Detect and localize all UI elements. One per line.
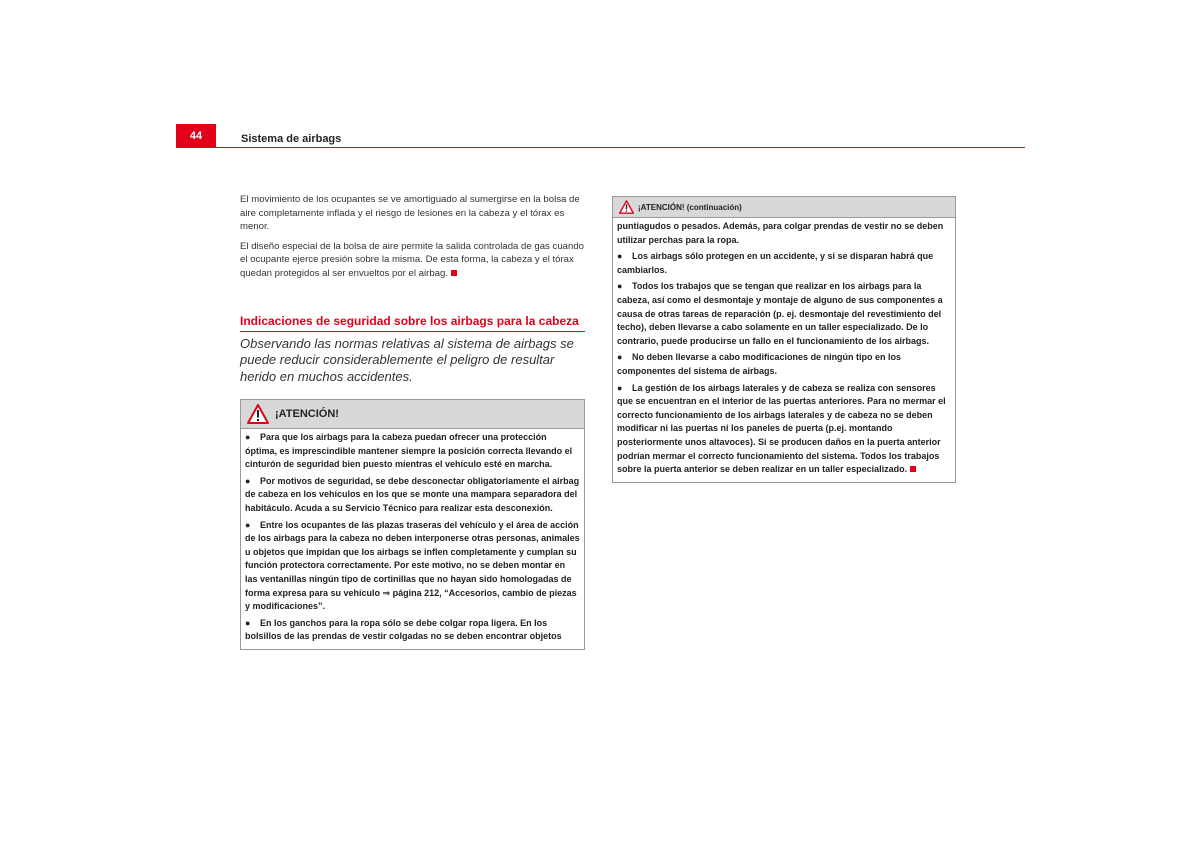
- right-column: [612, 196, 956, 483]
- warning-triangle-icon: [247, 404, 269, 424]
- bullet-icon: ●: [245, 475, 251, 486]
- warning-item: [617, 382, 951, 477]
- section-intro: Observando las normas relativas al sistema de airbags se puede reducir considerablemente el peligro de resultar herido en muchos accidentes.: [240, 335, 574, 384]
- bullet-icon: ●: [245, 432, 251, 443]
- warning-box: [240, 399, 585, 650]
- paragraph-2-text: El diseño especial de la bolsa de aire permite la salida controlada de gas cuando el ocupante ejerce presión sobre la misma. De esta forma, la cabeza y el tórax quedan protegidos al ser envueltos por el airbag.: [240, 240, 584, 279]
- warning-title-continued: ¡ATENCIÓN! (continuación): [638, 202, 742, 212]
- left-column: [240, 193, 585, 650]
- warning-triangle-icon: [619, 200, 634, 214]
- page-header-title: Sistema de airbags: [241, 133, 342, 145]
- warning-body-continued: [613, 218, 955, 482]
- warning-item-text: Para que los airbags para la cabeza puedan ofrecer una protección óptima, es imprescindible mantener siempre la posición correcta llevando el cinturón de seguridad bien puesto mientras el vehículo esté en marcha.: [245, 432, 573, 470]
- page-number: 44: [176, 124, 216, 148]
- bullet-icon: ●: [245, 519, 251, 530]
- warning-item-text: Los airbags sólo protegen en un accidente, y si se disparan habrá que cambiarlos.: [617, 251, 934, 275]
- warning-body: [241, 429, 584, 649]
- section-heading: Indicaciones de seguridad sobre los airbags para la cabeza: [240, 313, 585, 332]
- warning-item: [245, 431, 580, 472]
- red-square-icon: [910, 466, 916, 472]
- warning-item-text: No deben llevarse a cabo modificaciones de ningún tipo en los componentes del sistema de airbags.: [617, 352, 902, 376]
- bullet-icon: ●: [617, 281, 623, 292]
- warning-item: [245, 617, 580, 644]
- warning-item-text: Entre los ocupantes de las plazas traseras del vehículo y el área de acción de los airbags para la cabeza no deben interponerse otras personas, animales u objetos que impidan que los airbags se inflen completamente y cumplan su función protectora correctamente. Por este motivo, no se deben montar en las ventanillas ningún tipo de cortinillas que no hayan sido homologadas de forma expresa para su vehículo ⇒ página 212, “Accesorios, cambio de piezas y modificaciones”.: [245, 519, 580, 612]
- warning-item-text: La gestión de los airbags laterales y de cabeza se realiza con sensores que se encuentran en el interior de las puertas anteriores. Para no mermar el correcto funcionamiento de los airbags laterales y de cabeza no se deben modificar ni las puertas ni los paneles de puerta (p.ej. montando posteriormente unos altavoces). Si se producen daños en la puerta anterior podrían mermar el correcto funcionamiento del sistema. Todos los trabajos sobre la puerta anterior se deben realizar en un taller especializado.: [617, 382, 946, 475]
- warning-item: [617, 250, 951, 277]
- warning-item: [617, 280, 951, 348]
- bullet-icon: ●: [617, 251, 623, 262]
- paragraph-2: [240, 240, 585, 281]
- warning-box-continued: [612, 196, 956, 483]
- warning-item: [245, 519, 580, 614]
- warning-item-text: En los ganchos para la ropa sólo se debe colgar ropa ligera. En los bolsillos de las prendas de vestir colgadas no se deben encontrar objetos: [245, 617, 562, 642]
- header-divider: [216, 147, 1025, 148]
- bullet-icon: ●: [617, 382, 623, 393]
- warning-title: ¡ATENCIÓN!: [275, 408, 339, 421]
- paragraph-1: El movimiento de los ocupantes se ve amortiguado al sumergirse en la bolsa de aire completamente inflada y el riesgo de lesiones en la cabeza y el tórax es menor.: [240, 194, 580, 233]
- warning-item: [245, 475, 580, 516]
- warning-continuation-text: puntiagudos o pesados. Además, para colgar prendas de vestir no se deben utilizar perchas para la ropa.: [617, 221, 944, 245]
- bullet-icon: ●: [245, 617, 251, 628]
- warning-item: [617, 351, 951, 378]
- warning-header-continued: [613, 197, 955, 218]
- warning-item-text: Todos los trabajos que se tengan que realizar en los airbags para la cabeza, así como el desmontaje y montaje de alguno de sus componentes a causa de otras tareas de reparación (p. ej. desmontaje del revestimiento del techo), deben llevarse a cabo solamente en un taller especializado. De lo contrario, puede producirse un fallo en el funcionamiento de los airbags.: [617, 281, 943, 346]
- warning-item-text: Por motivos de seguridad, se debe desconectar obligatoriamente el airbag de cabeza en los vehículos en los que se monte una mampara separadora del habitáculo. Acuda a su Servicio Técnico para realizar esta desconexión.: [245, 475, 580, 514]
- warning-header: [241, 400, 584, 429]
- red-square-icon: [451, 270, 457, 276]
- bullet-icon: ●: [617, 352, 623, 363]
